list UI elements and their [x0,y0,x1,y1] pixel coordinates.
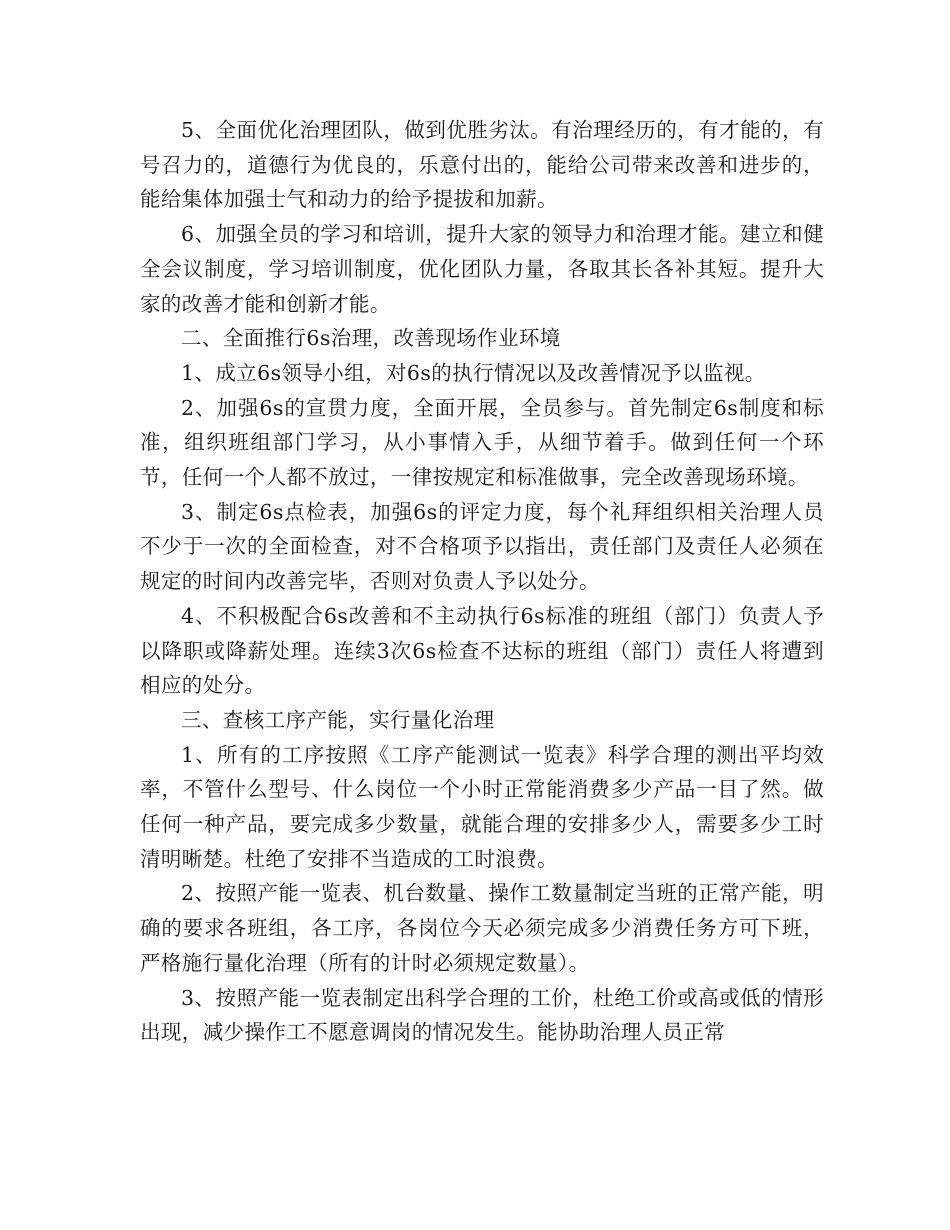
paragraph-optimize-team: 5、全面优化治理团队，做到优胜劣汰。有治理经历的，有才能的，有号召力的，道德行为优良的，乐意付出的，能给公司带来改善和进步的，能给集体加强士气和动力的给予提拔和加薪。 [140,118,824,212]
paragraph-6s-promotion: 2、加强6s的宣贯力度，全面开展，全员参与。首先制定6s制度和标准，组织班组部门学习，从小事情入手，从细节着手。做到任何一个环节，任何一个人都不放过，一律按规定和标准做事，完全改善现场环境。 [140,395,824,490]
paragraph-6s-penalty: 4、不积极配合6s改善和不主动执行6s标准的班组（部门）负责人予以降职或降薪处理。连续3次6s检查不达标的班组（部门）责任人将遭到相应的处分。 [140,603,824,698]
document-body [140,113,824,1050]
paragraph-training: 6、加强全员的学习和培训，提升大家的领导力和治理才能。建立和健全会议制度，学习培训制度，优化团队力量，各取其长各补其短。提升大家的改善才能和创新才能。 [140,222,824,316]
paragraph-6s-team: 1、成立6s领导小组，对6s的执行情况以及改善情况予以监视。 [181,360,766,385]
section-heading-capacity: 三、查核工序产能，实行量化治理 [181,707,495,732]
paragraph-capacity-quota: 2、按照产能一览表、机台数量、操作工数量制定当班的正常产能，明确的要求各班组，各工序，各岗位今天必须完成多少消费任务方可下班，严格施行量化治理（所有的计时必须规定数量）。 [140,881,824,975]
section-heading-6s: 二、全面推行6s治理，改善现场作业环境 [181,326,561,351]
paragraph-6s-checklist: 3、制定6s点检表，加强6s的评定力度，每个礼拜组织相关治理人员不少于一次的全面检查，对不合格项予以指出，责任部门及责任人必须在规定的时间内改善完毕，否则对负责人予以处分。 [140,499,824,594]
paragraph-wage-pricing: 3、按照产能一览表制定出科学合理的工价，杜绝工价或高或低的情形出现，减少操作工不愿意调岗的情况发生。能协助治理人员正常 [140,985,824,1045]
paragraph-capacity-test: 1、所有的工序按照《工序产能测试一览表》科学合理的测出平均效率，不管什么型号、什么岗位一个小时正常能消费多少产品一目了然。做任何一种产品，要完成多少数量，就能合理的安排多少人，需要多少工时清明晰楚。杜绝了安排不当造成的工时浪费。 [140,742,824,871]
